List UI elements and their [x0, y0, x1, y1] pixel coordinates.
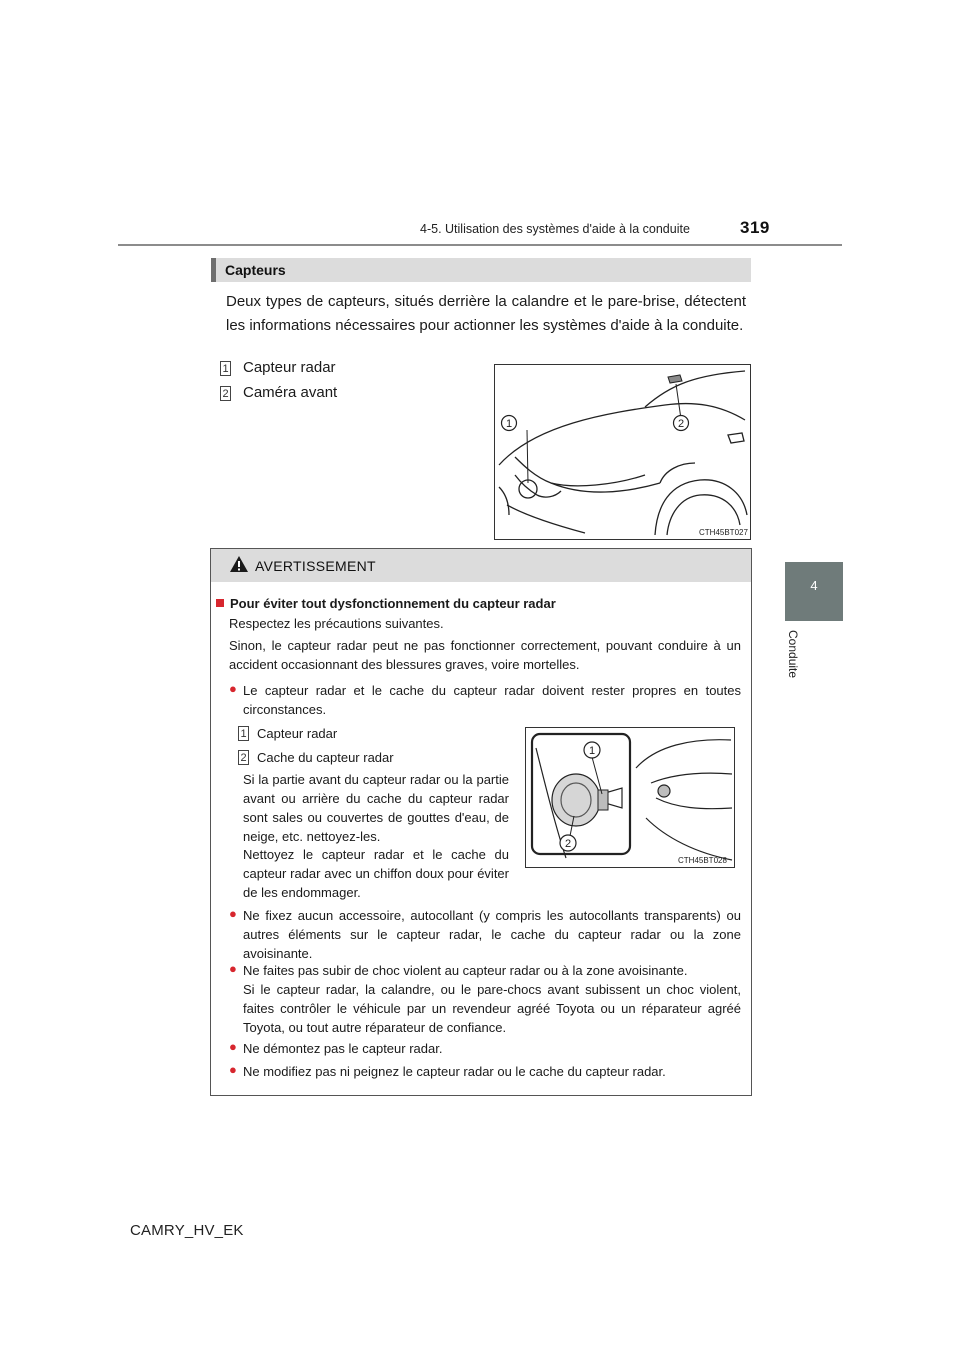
- running-header: 4-5. Utilisation des systèmes d'aide à la conduite: [420, 222, 690, 236]
- bullet-1-icon: ●: [229, 681, 237, 696]
- sub-label-1: Capteur radar: [257, 726, 338, 741]
- callout-1-label: 1: [505, 418, 513, 430]
- section-intro: Deux types de capteurs, situés derrière la calandre et le pare-brise, détectent les informations nécessaires pour actionner les systèmes d'aide à la conduite.: [226, 293, 746, 334]
- heading-square-icon: [216, 599, 224, 607]
- car-front-illustration: [495, 365, 750, 539]
- header-rule: [118, 244, 842, 246]
- sub-para-2: Nettoyez le capteur radar et le cache du capteur radar avec un chiffon doux pour éviter de les endommager.: [243, 847, 509, 900]
- figure-code: CTH45BT027: [699, 528, 748, 537]
- footer-model: CAMRY_HV_EK: [130, 1222, 244, 1239]
- radar-sensor-shape: [598, 790, 608, 810]
- sub-item-1: [240, 724, 338, 743]
- sub-item-2: [240, 748, 394, 767]
- chapter-tab-label: Conduite: [786, 630, 800, 679]
- warning-triangle-icon: [229, 555, 249, 573]
- radar-cover-illustration: [526, 728, 734, 867]
- warning-bullet-3a: Ne faites pas subir de choc violent au capteur radar ou à la zone avoisinante.: [243, 963, 688, 978]
- legend-label-1: Capteur radar: [243, 359, 336, 376]
- sub-callout-2-label: 2: [564, 838, 572, 850]
- warning-p1: Respectez les précautions suivantes.: [229, 616, 444, 631]
- warning-bullet-1: Le capteur radar et le cache du capteur radar doivent rester propres en toutes circonstances.: [243, 683, 741, 717]
- warning-bullet-4: Ne démontez pas le capteur radar.: [243, 1041, 443, 1056]
- callout-2-label: 2: [677, 418, 685, 430]
- sub-para-1: Si la partie avant du capteur radar ou la partie avant ou arrière du cache du capteur radar sont sales ou couvertes de gouttes d'eau, de neige, etc. nettoyez-les.: [243, 772, 509, 844]
- section-title-bar: [211, 258, 751, 282]
- legend-number-1: 1: [220, 361, 231, 376]
- sub-label-2: Cache du capteur radar: [257, 750, 394, 765]
- radar-cover-figure: [525, 727, 735, 868]
- chapter-tab-number: 4: [810, 578, 818, 593]
- camera-shape: [668, 375, 682, 383]
- legend-number-2: 2: [220, 386, 231, 401]
- warning-heading: Pour éviter tout dysfonctionnement du capteur radar: [216, 594, 556, 613]
- radar-emblem-small: [658, 785, 670, 797]
- page-number: 319: [740, 218, 770, 237]
- legend-label-2: Caméra avant: [243, 384, 338, 401]
- bullet-5-icon: ●: [229, 1062, 237, 1077]
- warning-bullet-3b: Si le capteur radar, la calandre, ou le pare-chocs avant subissent un choc violent, faites contrôler le véhicule par un revendeur agréé Toyota ou un réparateur agréé Toyota, ou tout autre réparateur de confiance.: [243, 982, 741, 1035]
- warning-bullet-2: Ne fixez aucun accessoire, autocollant (y compris les autocollants transparents) ou autres éléments sur le capteur radar, le cache du capteur radar ou la zone avoisinante.: [243, 908, 741, 961]
- bullet-4-icon: ●: [229, 1039, 237, 1054]
- radar-cover-shape: [552, 774, 600, 826]
- bullet-2-icon: ●: [229, 906, 237, 921]
- warning-p2: Sinon, le capteur radar peut ne pas fonctionner correctement, pouvant conduire à un accident occasionnant des blessures graves, voire mortelles.: [229, 638, 741, 672]
- chapter-tab-label-wrap: [786, 630, 804, 690]
- warning-bullet-5: Ne modifiez pas ni peignez le capteur radar ou le cache du capteur radar.: [243, 1064, 666, 1079]
- warning-title: AVERTISSEMENT: [255, 558, 376, 574]
- legend-item-1: [222, 359, 336, 376]
- section-title-accent: [211, 258, 216, 282]
- warning-header: [211, 549, 751, 582]
- legend-item-2: [222, 384, 338, 401]
- sub-callout-1-label: 1: [588, 745, 596, 757]
- car-front-figure: [494, 364, 751, 540]
- sub-number-2: 2: [238, 750, 249, 765]
- section-title: Capteurs: [225, 262, 286, 278]
- sub-figure-code: CTH45BT028: [678, 856, 727, 865]
- sub-number-1: 1: [238, 726, 249, 741]
- bullet-3-icon: ●: [229, 961, 237, 976]
